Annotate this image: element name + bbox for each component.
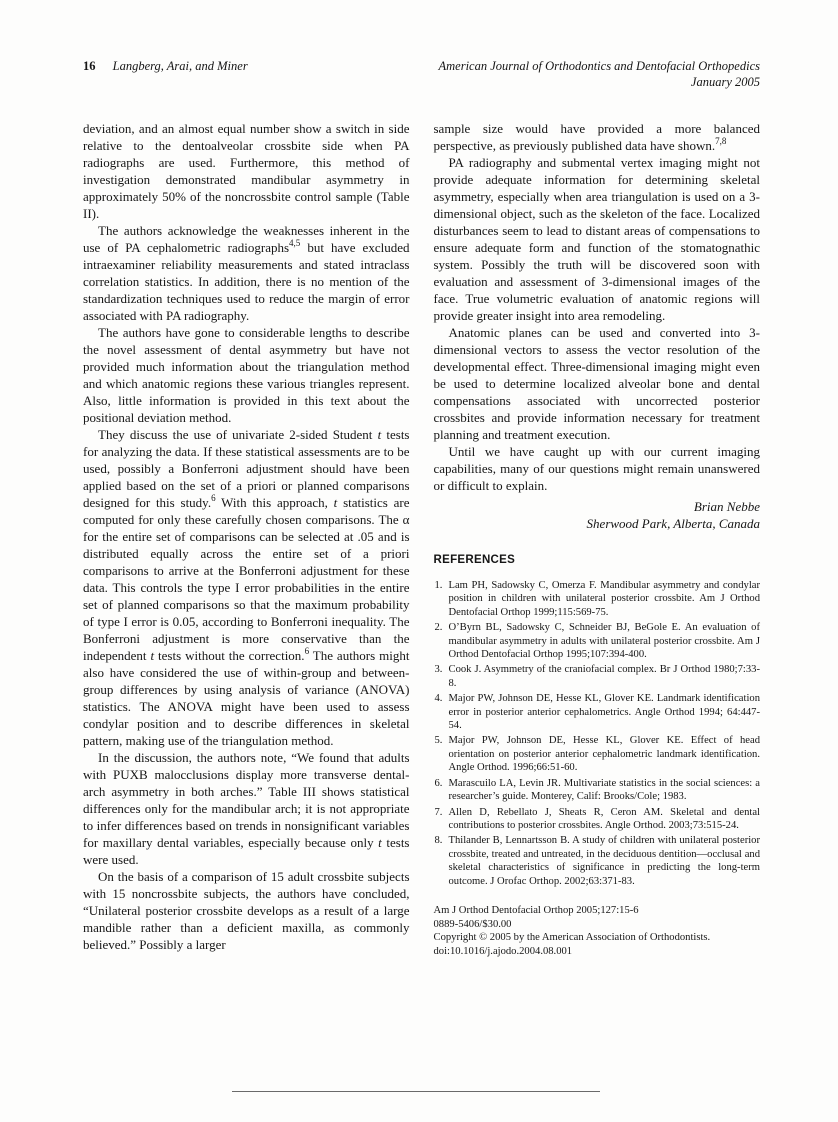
- reference-item: [434, 692, 761, 732]
- reference-number: 3.: [434, 664, 443, 676]
- left-column: [83, 120, 410, 958]
- running-head-left: [83, 58, 248, 74]
- footer-citation: Am J Orthod Dentofacial Orthop 2005;127:15-6: [433, 904, 639, 916]
- body-paragraph: deviation, and an almost equal number show a switch in side relative to the dentoalveolar crossbite side when PA radiographs are used. Furthermore, this method of investigation demonstrated mandibular asymmetry in approximately 50% of the noncrossbite control sample (Table II).: [83, 121, 410, 221]
- reference-item: [434, 806, 761, 833]
- footer-issn-price: 0889-5406/$30.00: [433, 918, 512, 930]
- two-column-body: [83, 120, 760, 958]
- right-column: [434, 120, 761, 958]
- running-head-right: [439, 58, 761, 90]
- footer-copyright: Copyright © 2005 by the American Association of Orthodontists.: [433, 932, 711, 944]
- reference-text: Lam PH, Sadowsky C, Omerza F. Mandibular asymmetry and condylar position in children with unilateral posterior crossbite. Am J Orthod Dentofacial Orthop 1999;115:569-75.: [448, 580, 760, 618]
- body-paragraph: In the discussion, the authors note, “We found that adults with PUXB malocclusions display more transverse dental-arch asymmetry in both arches.” Table III shows statistical differences only for the mandibular arch; it is not appropriate to infer differences based on trends in nonsignificant variables for maxillary dental variables, especially because only t tests were used.: [83, 750, 410, 867]
- reference-item: [434, 734, 761, 774]
- journal-title: American Journal of Orthodontics and Dentofacial Orthopedics: [438, 59, 760, 73]
- signature-block: [434, 498, 761, 532]
- reference-number: 6.: [434, 777, 443, 789]
- reference-item: [434, 834, 761, 888]
- signature-name: Brian Nebbe: [693, 499, 760, 514]
- reference-text: Thilander B, Lennartsson B. A study of children with unilateral posterior crossbite, treated and untreated, in the deciduous dentition—occlusal and skeletal characteristics of significance in predicting the long-term outcome. J Orofac Orthop. 2002;63:371-83.: [448, 835, 760, 887]
- reference-item: [434, 777, 761, 804]
- reference-item: [434, 579, 761, 619]
- references-list: [434, 579, 761, 888]
- reference-text: Major PW, Johnson DE, Hesse KL, Glover KE. Landmark identification error in posterior anterior cephalometrics. Angle Orthod 1994; 64:447-54.: [448, 693, 760, 732]
- body-paragraph: Until we have caught up with our current imaging capabilities, many of our questions might remain unanswered or difficult to explain.: [433, 444, 760, 493]
- reference-item: [434, 663, 761, 690]
- body-paragraph: On the basis of a comparison of 15 adult crossbite subjects with 15 noncrossbite subjects, the authors have concluded, “Unilateral posterior crossbite develops as a result of a large mandible rather than a deficient maxilla, as commonly believed.” Possibly a larger: [83, 869, 410, 952]
- reference-text: Marascuilo LA, Levin JR. Multivariate statistics in the social sciences: a researcher’s guide. Monterey, Calif: Brooks/Cole; 1983.: [448, 777, 760, 803]
- footer-doi: doi:10.1016/j.ajodo.2004.08.001: [433, 945, 573, 957]
- page-header: [83, 58, 760, 90]
- article-footer: [434, 904, 761, 958]
- reference-number: 2.: [434, 622, 443, 634]
- page-bottom-rule: [232, 1091, 600, 1092]
- body-paragraph: Anatomic planes can be used and converted into 3-dimensional vectors to assess the vector resolution of the developmental effect. Three-dimensional imaging might even be used to determine localized alveolar bone and dental compensations associated with uncorrected posterior crossbites and provide information necessary for treatment planning and treatment execution.: [433, 325, 760, 442]
- body-paragraph: The authors acknowledge the weaknesses inherent in the use of PA cephalometric radiographs$^{4,5}$ but have excluded intraexaminer reliability measurements and stated intraclass correlation statistics. In addition, there is no mention of the standardization techniques used to reduce the margin of error associated with PA radiography.: [83, 223, 410, 323]
- reference-text: Cook J. Asymmetry of the craniofacial complex. Br J Orthod 1980;7:33-8.: [448, 664, 760, 689]
- reference-number: 5.: [434, 735, 443, 747]
- reference-number: 7.: [434, 806, 443, 818]
- reference-number: 1.: [434, 580, 443, 591]
- body-paragraph: They discuss the use of univariate 2-sided Student t tests for analyzing the data. If these statistical assessments are to be used, possibly a Bonferroni adjustment should have been applied based on the set of a priori or planned comparisons designed for this study.$^6$ With this approach, t statistics are computed for only these carefully chosen comparisons. The α for the entire set of comparisons can be selected at .05 and is distributed equally across the entire set of a priori comparisons to arrive at the Bonferroni adjustment for these data. This controls the type I error probabilities in the entire set of planned comparisons so that the maximum probability of type I error is 0.05, according to Bonferroni inequality. The Bonferroni adjustment is more conservative than the independent t tests without the correction.$^6$ The authors might also have considered the use of within-group and between-group differences by using analysis of variance (ANOVA) statistics. The ANOVA might have been used to assess condylar position and to describe differences in skeletal pattern, making use of the triangulation method.: [83, 427, 410, 748]
- references-heading: REFERENCES: [433, 554, 516, 566]
- body-paragraph: The authors have gone to considerable lengths to describe the novel assessment of dental asymmetry but have not provided much information about the triangulation method and which anatomic regions these various triangles represent. Also, little information is provided in this text about the positional deviation method.: [83, 325, 410, 425]
- reference-number: 4.: [434, 693, 443, 705]
- issue-date: January 2005: [690, 75, 760, 89]
- reference-text: Allen D, Rebellato J, Sheats R, Ceron AM. Skeletal and dental contributions to posterior crossbites. Angle Orthod. 2003;73:515-24.: [448, 806, 760, 831]
- reference-text: Major PW, Johnson DE, Hesse KL, Glover KE. Effect of head orientation on posterior anterior cephalometric landmark identification. Angle Orthod. 1996;66:51-60.: [448, 735, 760, 774]
- reference-text: O’Byrn BL, Sadowsky C, Schneider BJ, BeGole E. An evaluation of mandibular asymmetry in adults with unilateral posterior crossbite. Am J Orthod Dentofacial Orthop 1995;107:394-400.: [448, 622, 760, 661]
- reference-number: 8.: [434, 835, 443, 847]
- reference-item: [434, 621, 761, 661]
- signature-location: Sherwood Park, Alberta, Canada: [586, 516, 760, 531]
- body-paragraph: PA radiography and submental vertex imaging might not provide adequate information for determining skeletal asymmetry, especially when area triangulation is used on a 3-dimensional object, such as the skeleton of the face. Localized disturbances seem to lead to distant areas of compensations to ensure adequate form and function of the stomatognathic system. Possibly the truth will be discovered soon with evaluation and assessment of 3-dimensional images of the face. True volumetric evaluation of anatomic regions will provide greater insight into area remodeling.: [433, 155, 760, 323]
- page-number: 16: [83, 59, 96, 73]
- body-paragraph: sample size would have provided a more balanced perspective, as previously published data have shown.$^{7,8}$: [433, 121, 760, 153]
- running-authors: Langberg, Arai, and Miner: [112, 59, 248, 73]
